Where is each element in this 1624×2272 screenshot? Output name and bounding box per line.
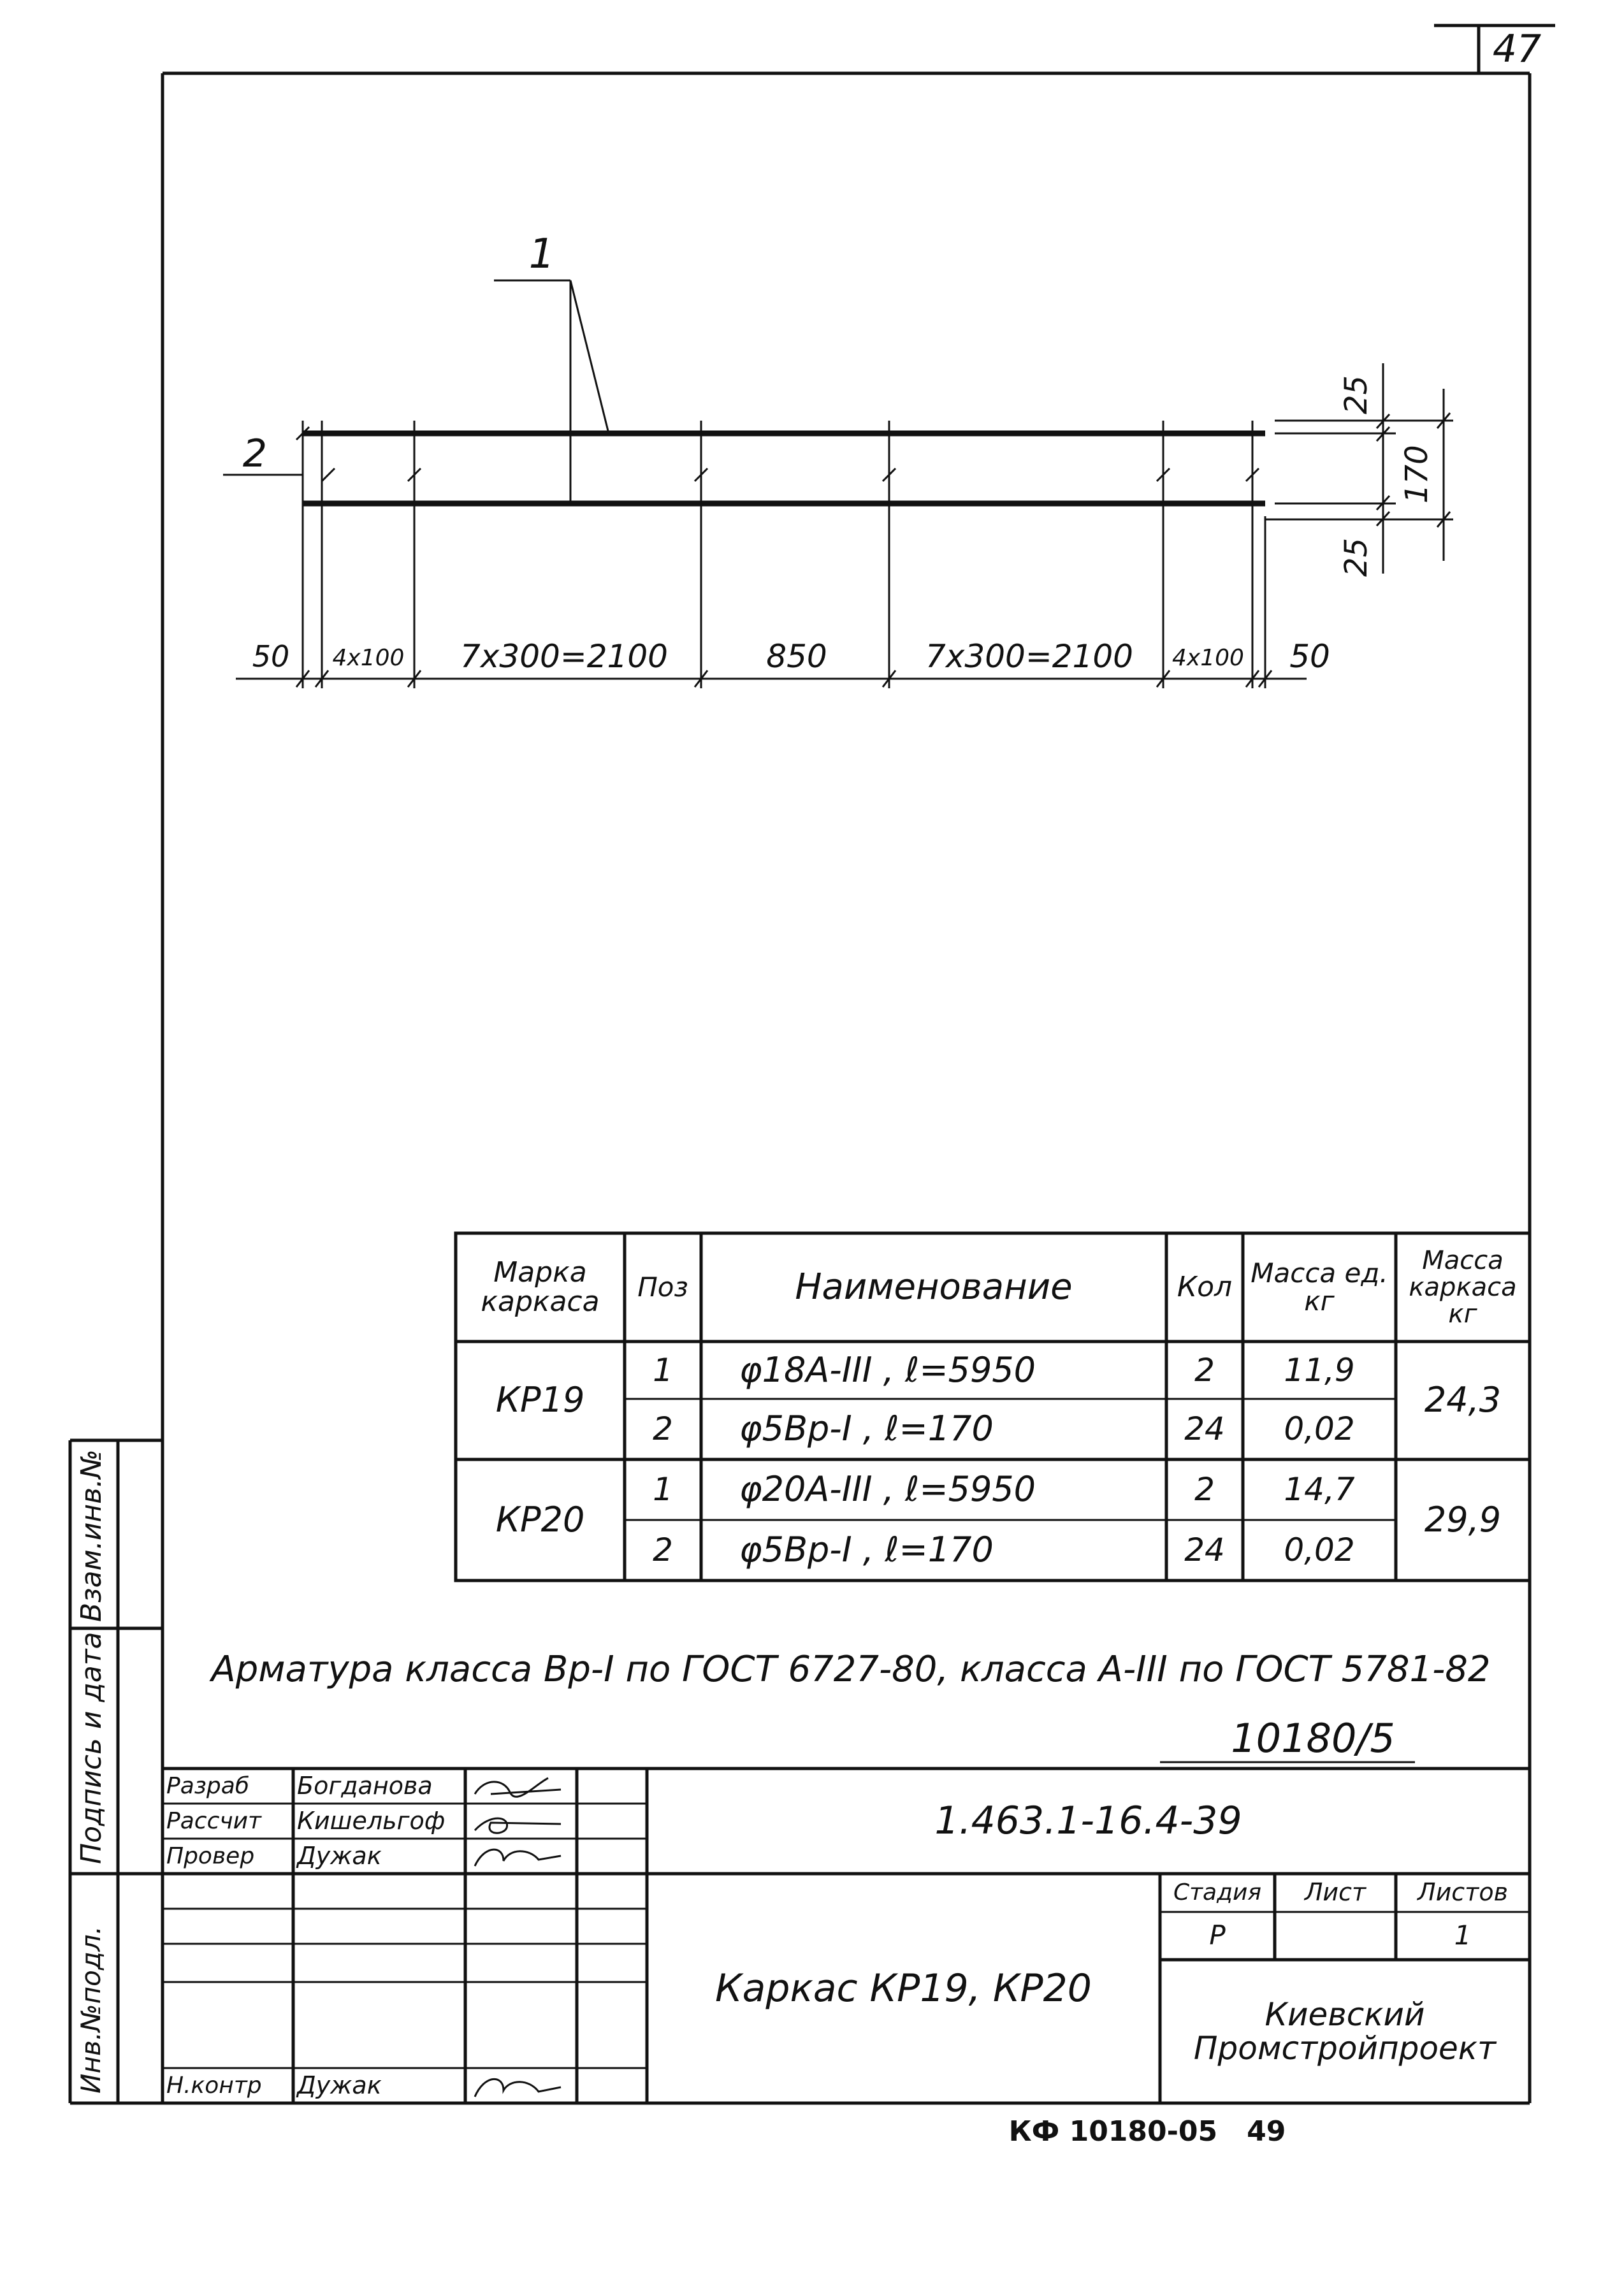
side-stamp-vzam: Взам.инв.№ — [75, 1449, 108, 1622]
sheet-value — [1275, 1912, 1396, 1960]
row-name: φ5Вр-I , ℓ=170 — [739, 1408, 994, 1449]
row-qty: 2 — [1194, 1351, 1215, 1389]
row-qty: 24 — [1184, 1531, 1225, 1569]
header-mass-unit: Масса ед. кг — [1251, 1257, 1388, 1317]
row-name: φ5Вр-I , ℓ=170 — [739, 1530, 994, 1570]
footer-code: КФ 10180-05 49 — [1008, 2115, 1286, 2148]
tb-name: Кишельгоф — [297, 1806, 446, 1835]
row-qty: 2 — [1194, 1471, 1215, 1509]
drawing-title: Каркас КР19, КР20 — [715, 1965, 1092, 2011]
sheet-number: 47 — [1492, 27, 1542, 71]
tb-role: Разраб — [166, 1772, 250, 1799]
tb-role: Н.контр — [166, 2072, 262, 2099]
sheets-label: Листов — [1417, 1878, 1508, 1907]
tb-name: Дужак — [297, 1841, 382, 1870]
dim-bottom-4: 7x300=2100 — [925, 637, 1133, 675]
row-pos: 1 — [653, 1351, 673, 1389]
reinforcement-note: Арматура класса Вр-I по ГОСТ 6727-80, класса А-III по ГОСТ 5781-82 — [211, 1648, 1491, 1690]
row-name: φ18А-III , ℓ=5950 — [739, 1349, 1036, 1390]
side-stamp-inv: Инв.№подл. — [75, 1925, 106, 2094]
stage-label: Стадия — [1173, 1879, 1262, 1906]
doc-code: 1.463.1-16.4-39 — [934, 1798, 1242, 1843]
sheet-label: Лист — [1304, 1878, 1367, 1907]
order-number: 10180/5 — [1231, 1714, 1395, 1762]
header-pos: Поз — [637, 1271, 688, 1303]
group-mass-frame: 24,3 — [1424, 1380, 1502, 1421]
tb-name: Дужак — [297, 2071, 382, 2099]
dim-bottom-6: 50 — [1289, 637, 1330, 675]
dim-bottom-2: 7x300=2100 — [460, 637, 668, 675]
group-mark: КР20 — [495, 1499, 585, 1540]
header-qty: Кол — [1177, 1270, 1233, 1303]
row-mass-unit: 11,9 — [1284, 1351, 1355, 1389]
dim-bottom-0: 50 — [252, 639, 290, 674]
sheets-value: 1 — [1454, 1920, 1472, 1951]
callout-1-label: 1 — [528, 231, 555, 279]
group-mark: КР19 — [495, 1380, 585, 1421]
header-name: Наименование — [795, 1266, 1073, 1308]
group-mass-frame: 29,9 — [1424, 1499, 1502, 1540]
row-name: φ20А-III , ℓ=5950 — [739, 1469, 1036, 1510]
row-mass-unit: 0,02 — [1284, 1531, 1355, 1569]
tb-name: Богданова — [297, 1771, 433, 1800]
row-mass-unit: 14,7 — [1284, 1471, 1355, 1509]
stage-value: Р — [1209, 1920, 1226, 1951]
tb-role: Провер — [166, 1842, 255, 1869]
row-pos: 2 — [653, 1531, 673, 1569]
tb-role: Рассчит — [166, 1807, 261, 1834]
row-qty: 24 — [1184, 1410, 1225, 1448]
row-mass-unit: 0,02 — [1284, 1410, 1355, 1448]
dim-bottom-5: 4x100 — [1172, 644, 1244, 671]
row-pos: 2 — [653, 1410, 673, 1448]
dim-bottom-1: 4x100 — [332, 644, 405, 671]
dim-170: 170 — [1399, 445, 1435, 503]
row-pos: 1 — [653, 1471, 673, 1509]
side-stamp-podpis: Подпись и дата — [75, 1632, 108, 1864]
dim-top-25: 25 — [1338, 375, 1374, 414]
dim-bottom-3: 850 — [766, 637, 827, 675]
header-mass-frame: Масса каркаса кг — [1409, 1246, 1517, 1329]
organization: Киевский Промстройпроект — [1193, 1996, 1497, 2067]
header-mark: Марка каркаса — [481, 1255, 600, 1318]
dim-bottom-25: 25 — [1338, 537, 1374, 577]
callout-2-label: 2 — [242, 431, 268, 476]
